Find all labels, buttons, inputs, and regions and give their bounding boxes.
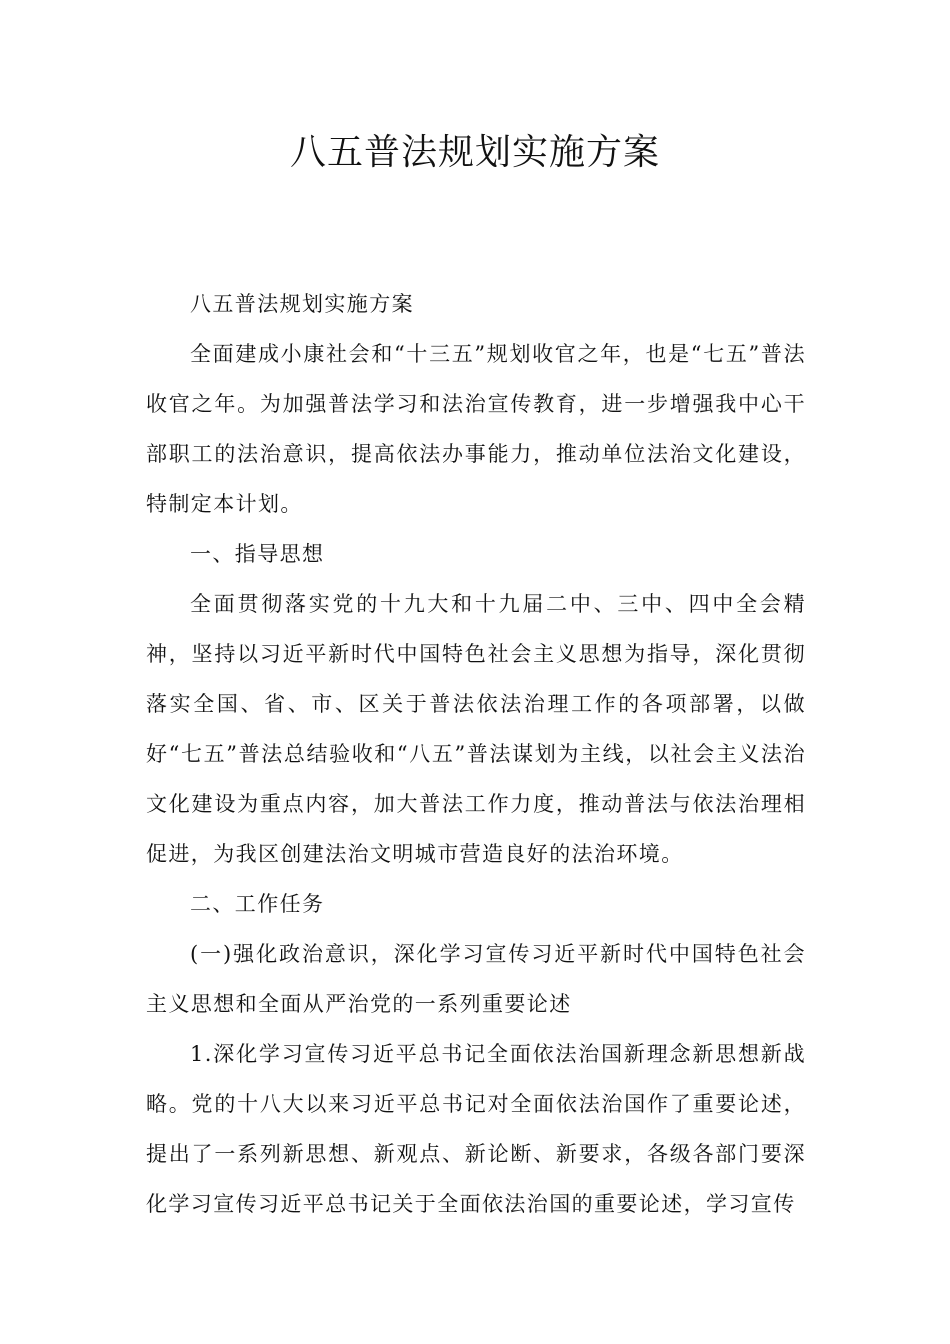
section-heading-work-tasks: 二、工作任务 [190, 892, 325, 916]
paragraph-item-1: 1.深化学习宣传习近平总书记全面依法治国新理念新思想新战略。党的十八大以来习近平总书记对全面依法治国作了重要论述，提出了一系列新思想、新观点、新论断、新要求，各级各部门要深化学习宣传习近平总书记关于全面依法治国的重要论述，学习宣传 [146, 1042, 806, 1216]
paragraph-subtitle: 八五普法规划实施方案 [190, 292, 414, 316]
section-heading-guiding-ideology: 一、指导思想 [190, 542, 325, 566]
document-title: 八五普法规划实施方案 [289, 132, 660, 173]
document-body [146, 279, 806, 1229]
paragraph-guiding-ideology: 全面贯彻落实党的十九大和十九届二中、三中、四中全会精神，坚持以习近平新时代中国特色社会主义思想为指导，深化贯彻落实全国、省、市、区关于普法依法治理工作的各项部署，以做好“七五”普法总结验收和“八五”普法谋划为主线，以社会主义法治文化建设为重点内容，加大普法工作力度，推动普法与依法治理相促进，为我区创建法治文明城市营造良好的法治环境。 [146, 592, 806, 866]
paragraph-intro: 全面建成小康社会和“十三五”规划收官之年，也是“七五”普法收官之年。为加强普法学习和法治宣传教育，进一步增强我中心干部职工的法治意识，提高依法办事能力，推动单位法治文化建设，特制定本计划。 [146, 342, 806, 516]
subsection-heading-political-awareness: (一)强化政治意识，深化学习宣传习近平新时代中国特色社会主义思想和全面从严治党的一系列重要论述 [146, 942, 806, 1016]
